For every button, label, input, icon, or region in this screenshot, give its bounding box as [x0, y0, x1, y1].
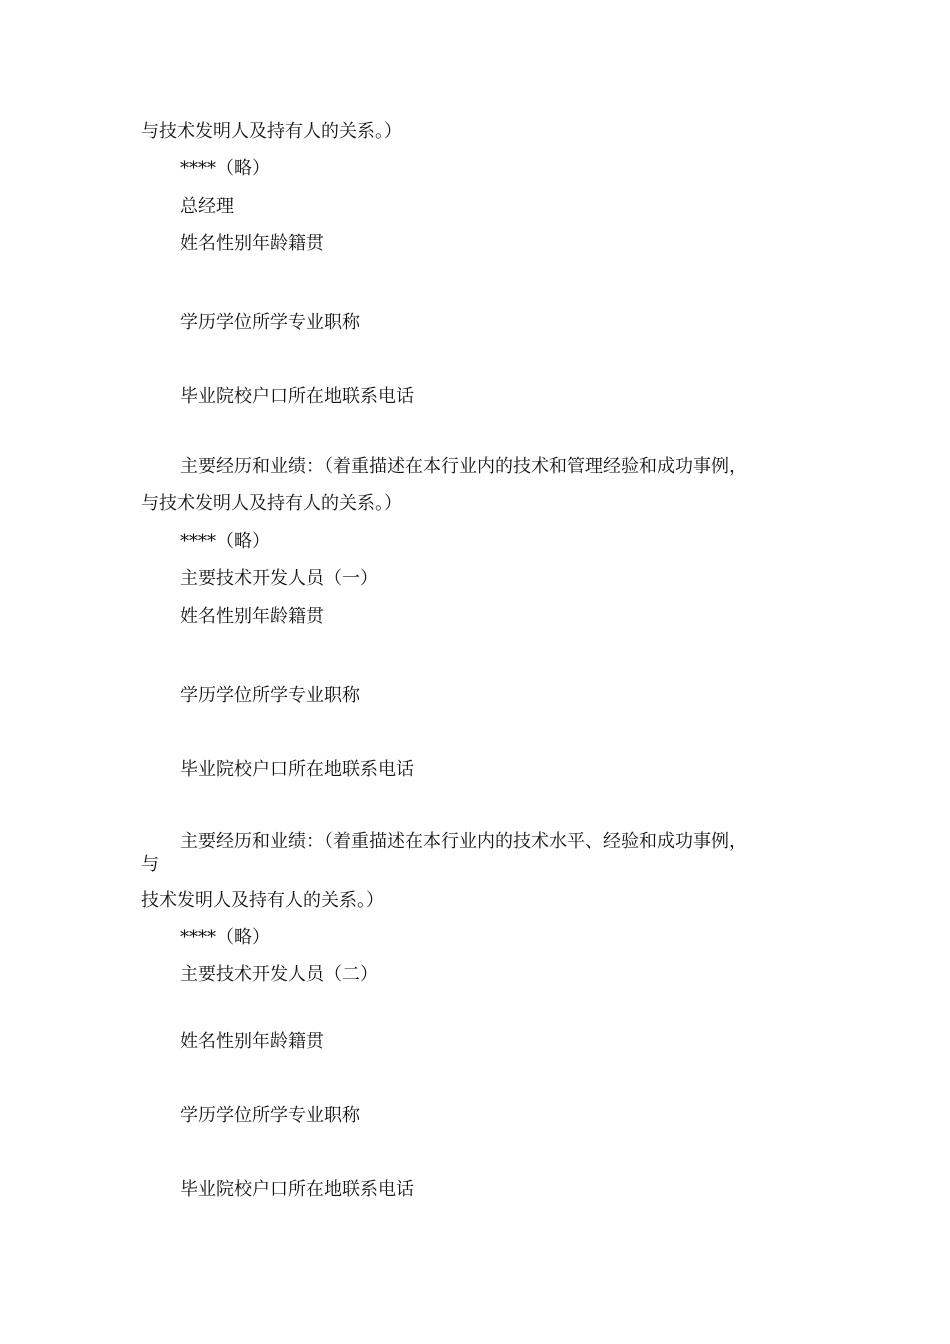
dev1-field-row-2: 学历学位所学专业职称	[180, 685, 360, 706]
dev2-field-row-3: 毕业院校户口所在地联系电话	[180, 1179, 414, 1200]
omitted-note: ****（略）	[180, 927, 270, 948]
ceo-field-row-3: 毕业院校户口所在地联系电话	[180, 386, 414, 407]
dev1-experience-line-2: 与	[141, 854, 159, 875]
paragraph-tail: 与技术发明人及持有人的关系。）	[141, 121, 402, 142]
dev2-field-row-1: 姓名性别年龄籍贯	[180, 1031, 324, 1052]
ceo-experience-line-2: 与技术发明人及持有人的关系。）	[141, 493, 402, 514]
ceo-field-row-1: 姓名性别年龄籍贯	[180, 233, 324, 254]
dev1-field-row-1: 姓名性别年龄籍贯	[180, 606, 324, 627]
dev1-experience-line-3: 技术发明人及持有人的关系。）	[141, 890, 384, 911]
ceo-field-row-2: 学历学位所学专业职称	[180, 312, 360, 333]
dev1-field-row-3: 毕业院校户口所在地联系电话	[180, 759, 414, 780]
section-heading-dev2: 主要技术开发人员（二）	[180, 964, 378, 985]
section-heading-dev1: 主要技术开发人员（一）	[180, 568, 378, 589]
omitted-note: ****（略）	[180, 158, 270, 179]
ceo-experience-line-1: 主要经历和业绩：（着重描述在本行业内的技术和管理经验和成功事例，	[180, 456, 747, 477]
dev2-field-row-2: 学历学位所学专业职称	[180, 1105, 360, 1126]
section-heading-ceo: 总经理	[180, 196, 234, 217]
dev1-experience-line-1: 主要经历和业绩：（着重描述在本行业内的技术水平、经验和成功事例，	[180, 831, 747, 852]
omitted-note: ****（略）	[180, 531, 270, 552]
